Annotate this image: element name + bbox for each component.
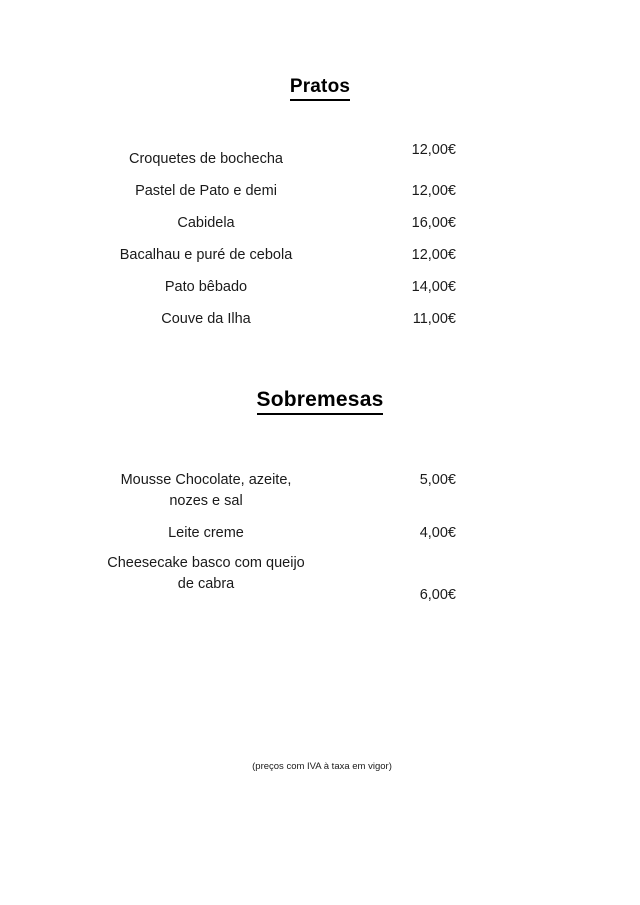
price-footnote: (preços com IVA à taxa em vigor) bbox=[252, 761, 392, 772]
menu-item-name: Croquetes de bochecha bbox=[129, 151, 283, 167]
menu-item-price: 12,00€ bbox=[411, 247, 456, 263]
menu-item-name: Leite creme bbox=[168, 525, 244, 541]
menu-section-pratos bbox=[0, 138, 640, 330]
section-heading-sobremesas-text: Sobremesas bbox=[257, 388, 384, 415]
menu-item-price: 14,00€ bbox=[411, 279, 456, 295]
section-heading-pratos bbox=[0, 76, 640, 101]
menu-item-name: Mousse Chocolate, azeite, nozes e sal bbox=[120, 472, 292, 509]
menu-item-name: Cheesecake basco com queijo de cabra bbox=[107, 555, 305, 592]
menu-item-price: 12,00€ bbox=[411, 142, 456, 158]
menu-row bbox=[0, 515, 640, 547]
menu-item-price: 6,00€ bbox=[419, 587, 456, 603]
menu-item-name: Couve da Ilha bbox=[161, 311, 251, 327]
menu-item-price: 11,00€ bbox=[412, 311, 456, 327]
menu-row bbox=[0, 170, 640, 202]
menu-item-name: Cabidela bbox=[177, 215, 235, 231]
menu-item-name: Pastel de Pato e demi bbox=[135, 183, 277, 199]
menu-item-name: Pato bêbado bbox=[164, 279, 248, 295]
menu-row bbox=[0, 202, 640, 234]
menu-item-price: 16,00€ bbox=[411, 215, 456, 231]
menu-row bbox=[0, 547, 640, 617]
section-heading-sobremesas bbox=[0, 388, 640, 415]
menu-row bbox=[0, 462, 640, 515]
menu-row bbox=[0, 234, 640, 266]
menu-row bbox=[0, 266, 640, 298]
menu-row bbox=[0, 138, 640, 170]
menu-section-sobremesas bbox=[0, 462, 640, 617]
menu-item-price: 12,00€ bbox=[411, 183, 456, 199]
menu-item-price: 4,00€ bbox=[419, 525, 456, 541]
menu-item-price: 5,00€ bbox=[419, 472, 456, 488]
menu-row bbox=[0, 298, 640, 330]
menu-item-name: Bacalhau e puré de cebola bbox=[119, 247, 293, 263]
section-heading-pratos-text: Pratos bbox=[290, 76, 350, 101]
